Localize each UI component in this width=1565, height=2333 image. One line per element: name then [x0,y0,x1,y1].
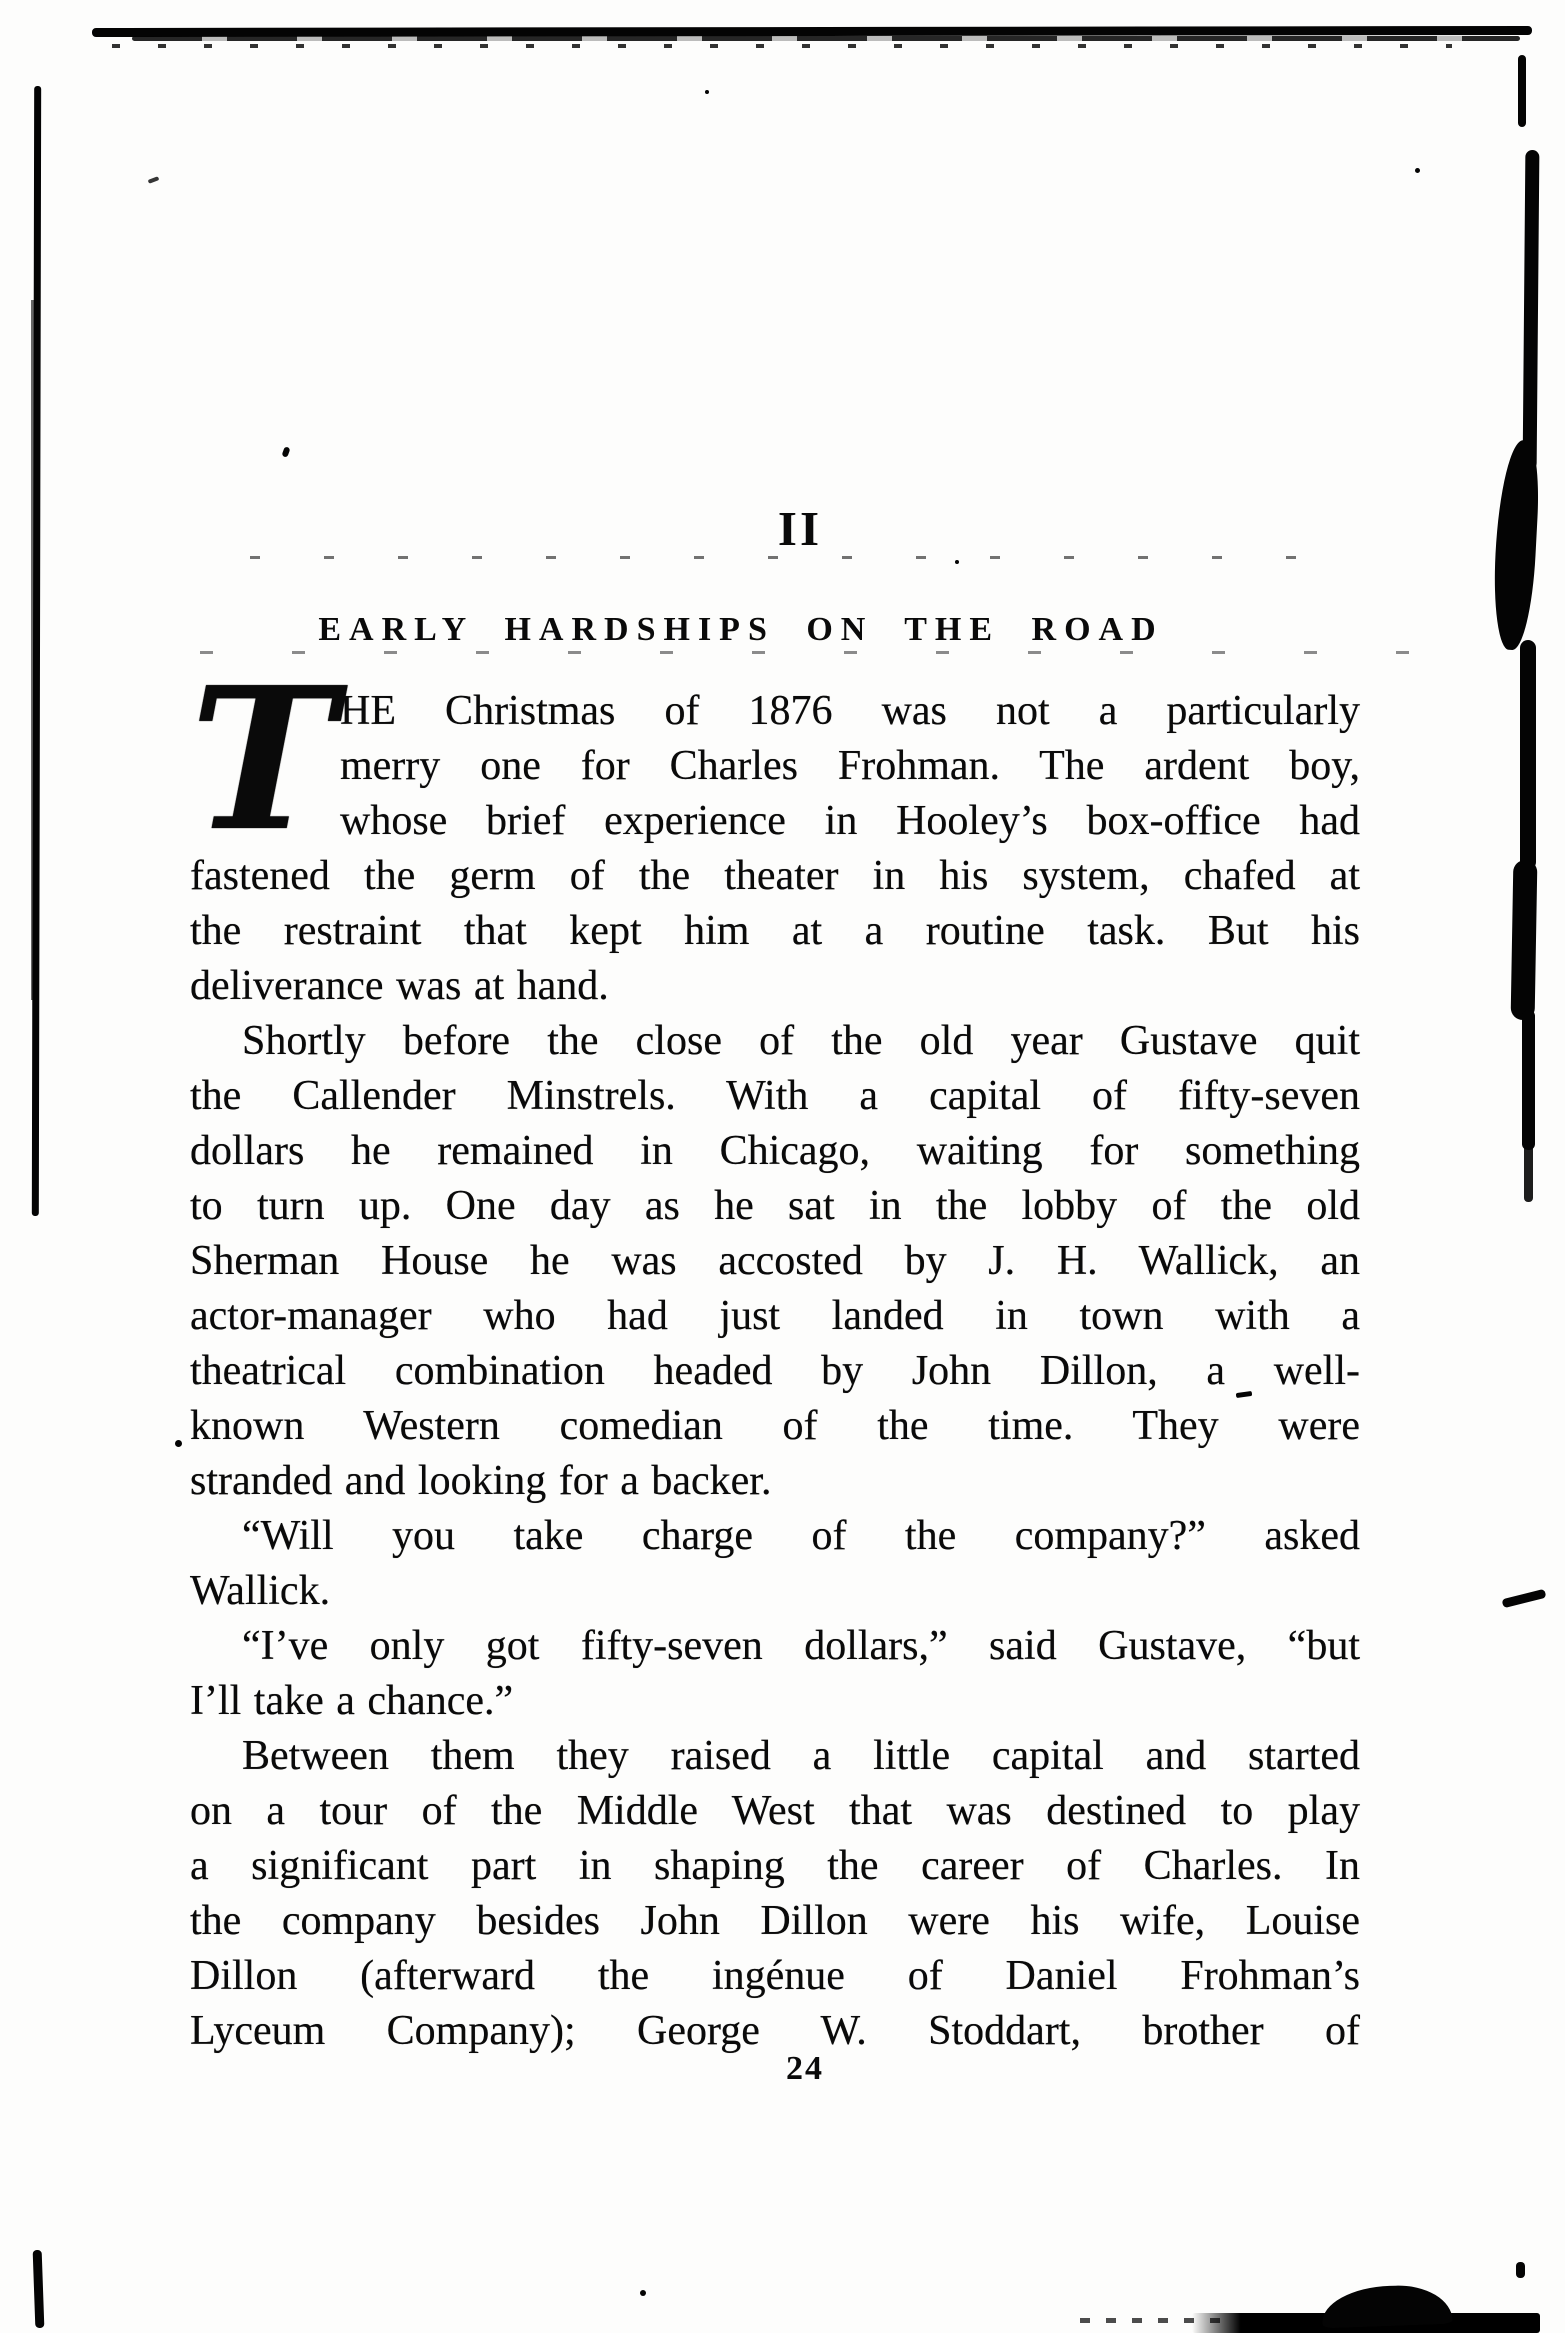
scan-speck [955,560,959,564]
scan-mark-right-edge-2 [1520,640,1536,870]
text-line: dollars he remained in Chicago, waiting for something [190,1128,1360,1174]
text-line: the restraint that kept him at a routine task. But his [190,908,1360,954]
text-line: the company besides John Dillon were his wife, Louise [190,1898,1360,1944]
text-line: the Callender Minstrels. With a capital of fifty-seven [190,1073,1360,1119]
scan-mark-bottom-smudge-hump [1321,2284,1452,2329]
scan-speck [1415,168,1420,173]
scan-speck [640,2290,646,2296]
scan-mark-margin-dot [175,1440,182,1447]
text-line: Dillon (afterward the ingénue of Daniel Frohman’s [190,1953,1360,1999]
scan-mark-right-tick [1518,55,1526,127]
scan-mark-right-diagonal [1502,1589,1547,1608]
text-line: Between them they raised a little capital and started [242,1733,1360,1779]
scan-mark-right-edge-blob [1491,439,1542,651]
text-line: HE Christmas of 1876 was not a particularly [340,688,1360,734]
scan-mark-top-speckles [112,44,1452,48]
text-line: I’ll take a chance.” [190,1678,514,1724]
text-line: fastened the germ of the theater in his system, chafed at [190,853,1360,899]
scan-mark-top-edge-fuzz [132,36,1520,41]
text-line: on a tour of the Middle West that was destined to play [190,1788,1360,1834]
text-line: theatrical combination headed by John Dillon, a well- [190,1348,1360,1394]
scan-mark-right-edge-3 [1511,860,1538,1020]
paragraph [190,645,1360,1014]
scan-noise-row [200,651,1430,654]
chapter-title: EARLY HARDSHIPS ON THE ROAD [318,611,1164,648]
text-line: Lyceum Company); George W. Stoddart, brother of [190,2008,1360,2054]
text-line: Sherman House he was accosted by J. H. Wallick, an [190,1238,1360,1284]
text-line: whose brief experience in Hooley’s box-office had [340,798,1360,844]
body-text [190,645,1360,2059]
text-line: known Western comedian of the time. They were [190,1403,1360,1449]
text-line: a significant part in shaping the career of Charles. In [190,1843,1360,1889]
page-number: 24 [786,2050,824,2087]
paragraph [190,1619,1360,1729]
text-line: “I’ve only got fifty-seven dollars,” said Gustave, “but [242,1623,1360,1669]
text-line: deliverance was at hand. [190,963,609,1009]
scan-mark-right-dot [1516,2262,1525,2278]
scan-mark-binding-bottom [33,2250,45,2328]
text-line: merry one for Charles Frohman. The ardent boy, [340,743,1360,789]
chapter-number: II [777,501,823,556]
paragraph [190,1014,1360,1509]
scan-mark-right-edge-1 [1523,150,1540,470]
text-line: “Will you take charge of the company?” asked [242,1513,1360,1559]
paragraph [190,1729,1360,2059]
scan-mark-right-edge-4 [1522,1010,1535,1150]
text-line: Wallick. [190,1568,331,1614]
drop-cap: T [190,645,336,875]
scan-mark-binding-line-shadow [31,300,35,1000]
text-line: to turn up. One day as he sat in the lobby of the old [190,1183,1360,1229]
text-line: stranded and looking for a backer. [190,1458,772,1504]
scan-mark-right-edge-5 [1524,1142,1533,1202]
text-line: actor-manager who had just landed in town with a [190,1293,1360,1339]
text-line: Shortly before the close of the old year Gustave quit [242,1018,1360,1064]
scan-mark-left-dash [148,176,160,184]
scan-mark-bottom-speckles [1080,2318,1220,2323]
scan-speck [281,446,290,457]
paragraph [190,1509,1360,1619]
scan-speck [705,90,709,94]
